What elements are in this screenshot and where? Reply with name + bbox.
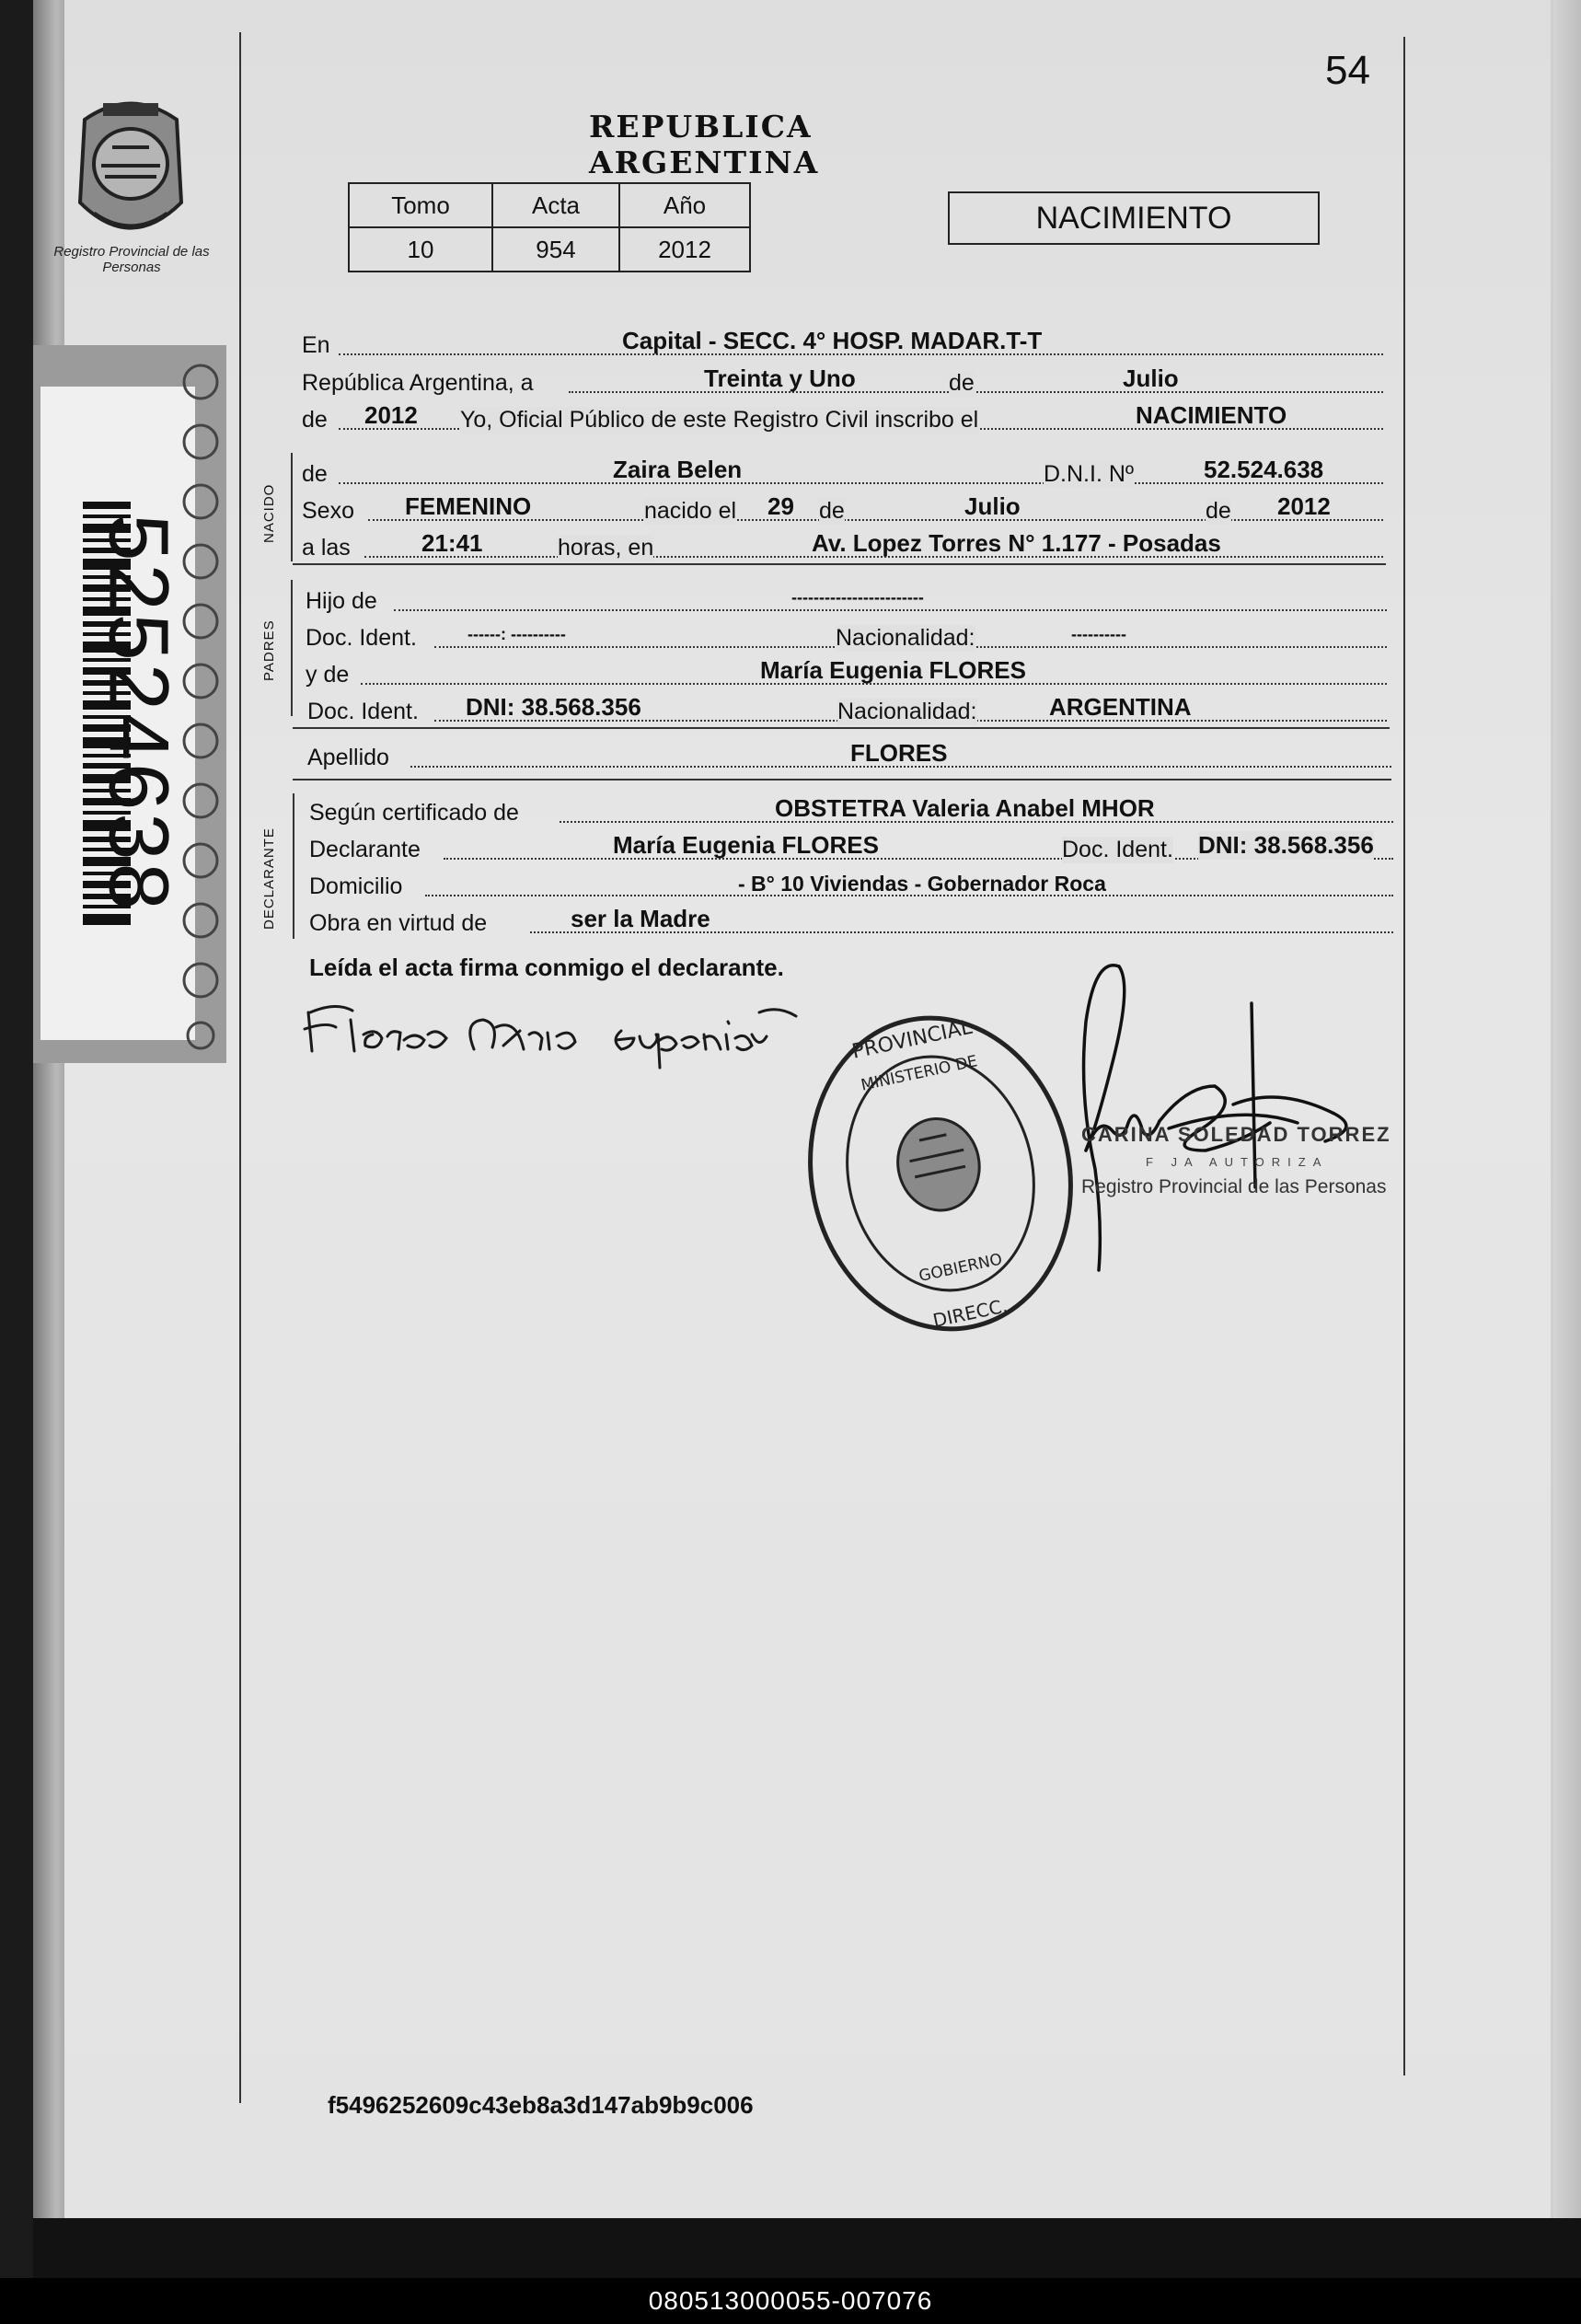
declarante-section-rule xyxy=(293,793,294,939)
mother-name-value: María Eugenia FLORES xyxy=(760,656,1026,684)
tomo-header: Tomo xyxy=(349,183,492,227)
reference-table xyxy=(348,182,751,272)
domicile-row xyxy=(309,865,1393,902)
document-hash: f5496252609c43eb8a3d147ab9b9c006 xyxy=(328,2091,754,2119)
photo-background-left xyxy=(0,0,33,2278)
nacido-time-row xyxy=(302,526,1383,563)
birth-day-value: 29 xyxy=(767,492,794,520)
page-number: 54 xyxy=(1325,48,1370,93)
birth-de2-label: de xyxy=(1206,498,1231,524)
svg-text:PROVINCIAL: PROVINCIAL xyxy=(849,1015,975,1064)
registry-caption: Registro Provincial de las Personas xyxy=(53,244,210,275)
declarant-handwritten-signature-icon xyxy=(299,994,814,1077)
mother-doc-label: Doc. Ident. xyxy=(307,699,419,724)
en-label: En xyxy=(302,332,330,358)
left-margin-line xyxy=(239,32,241,2103)
official-subtitle: F JA AUTORIZA xyxy=(1146,1155,1329,1169)
document-title: REPUBLICA ARGENTINA xyxy=(589,109,820,180)
nacido-section-label: NACIDO xyxy=(261,483,277,543)
mother-nac-value: ARGENTINA xyxy=(1049,693,1192,721)
obra-label: Obra en virtud de xyxy=(309,910,488,936)
official-seal-icon xyxy=(793,999,1088,1348)
y-de-label: y de xyxy=(306,662,350,688)
surname-row xyxy=(307,736,1391,773)
father-nac-value: ---------- xyxy=(1071,625,1126,643)
de-label: de xyxy=(949,370,975,396)
year-value: 2012 xyxy=(364,401,418,429)
place-row xyxy=(302,324,1383,361)
republica-label: República Argentina, a xyxy=(302,370,534,396)
declarant-doc-value: DNI: 38.568.356 xyxy=(1198,831,1374,859)
province-emblem-icon xyxy=(66,92,195,249)
mother-name-row xyxy=(306,653,1387,690)
footer-document-id: 080513000055-007076 xyxy=(0,2278,1581,2324)
father-nac-label: Nacionalidad: xyxy=(836,625,975,651)
surname-value: FLORES xyxy=(850,739,948,767)
de2-label: de xyxy=(302,407,328,433)
reference-header-row xyxy=(349,183,750,227)
acta-header: Acta xyxy=(492,183,619,227)
official-name: CARINA SOLEDAD TORREZ xyxy=(1081,1123,1391,1146)
nacido-section-rule xyxy=(291,453,293,561)
barcode-number-text: 52524638 xyxy=(91,514,186,913)
obra-value: ser la Madre xyxy=(571,905,710,932)
birth-address-value: Av. Lopez Torres N° 1.177 - Posadas xyxy=(812,529,1221,557)
apellido-label: Apellido xyxy=(307,745,389,770)
inscription-row xyxy=(302,399,1383,435)
record-type-box: NACIMIENTO xyxy=(948,191,1320,245)
father-doc-row xyxy=(306,617,1387,653)
closing-statement: Leída el acta firma conmigo el declarante. xyxy=(309,954,784,981)
birth-year-value: 2012 xyxy=(1277,492,1331,520)
padres-bottom-rule xyxy=(293,727,1390,729)
oficial-text: Yo, Oficial Público de este Registro Civil inscribo el xyxy=(460,407,979,433)
segun-label: Según certificado de xyxy=(309,800,519,826)
father-doc-label: Doc. Ident. xyxy=(306,625,417,651)
date-row xyxy=(302,362,1383,399)
acta-value: 954 xyxy=(492,227,619,272)
domicilio-label: Domicilio xyxy=(309,873,403,899)
declarant-name-value: María Eugenia FLORES xyxy=(613,831,879,859)
month-value: Julio xyxy=(1123,364,1179,392)
nacido-name-row xyxy=(302,453,1383,490)
child-dni-value: 52.524.638 xyxy=(1204,456,1324,483)
svg-text:DIRECC.: DIRECC. xyxy=(930,1294,1010,1332)
declarante-section-label: DECLARANTE xyxy=(261,827,277,930)
birth-de-label: de xyxy=(819,498,845,524)
declarant-doc-label: Doc. Ident. xyxy=(1062,837,1173,862)
nacido-bottom-rule xyxy=(293,563,1386,565)
padres-section-rule xyxy=(291,580,293,716)
certificate-row xyxy=(309,792,1393,828)
birth-time-value: 21:41 xyxy=(421,529,483,557)
security-pattern-icon xyxy=(175,354,226,1054)
padres-section-label: PADRES xyxy=(261,619,277,681)
nacido-birth-row xyxy=(302,490,1383,526)
birth-month-value: Julio xyxy=(964,492,1021,520)
father-name-value: ------------------------ xyxy=(791,588,924,607)
photo-background-bottom xyxy=(33,2218,1581,2278)
place-value: Capital - SECC. 4° HOSP. MADAR.T-T xyxy=(622,327,1043,354)
domicile-value: - B° 10 Viviendas - Gobernador Roca xyxy=(738,872,1106,896)
svg-text:MINISTERIO DE: MINISTERIO DE xyxy=(859,1052,979,1095)
svg-text:GOBIERNO: GOBIERNO xyxy=(917,1250,1004,1287)
obra-row xyxy=(309,902,1393,939)
reference-value-row xyxy=(349,227,750,272)
day-text-value: Treinta y Uno xyxy=(704,364,856,392)
horas-label: horas, en xyxy=(558,535,654,561)
declarante-label: Declarante xyxy=(309,837,421,862)
page-stack-edge xyxy=(1553,0,1581,2278)
ano-value: 2012 xyxy=(619,227,750,272)
child-name-value: Zaira Belen xyxy=(613,456,743,483)
event-value: NACIMIENTO xyxy=(1136,401,1287,429)
alas-label: a las xyxy=(302,535,351,561)
sexo-value: FEMENINO xyxy=(405,492,532,520)
official-organization: Registro Provincial de las Personas xyxy=(1081,1176,1387,1197)
mother-doc-row xyxy=(306,690,1387,727)
mother-nac-label: Nacionalidad: xyxy=(837,699,977,724)
nacido-el-label: nacido el xyxy=(644,498,737,524)
sexo-label: Sexo xyxy=(302,498,354,524)
apellido-bottom-rule xyxy=(293,779,1391,780)
father-name-row xyxy=(306,580,1387,617)
tomo-value: 10 xyxy=(349,227,492,272)
certificate-value: OBSTETRA Valeria Anabel MHOR xyxy=(775,794,1155,822)
declarant-name-row xyxy=(309,828,1393,865)
nacido-de-label: de xyxy=(302,461,328,487)
hijo-de-label: Hijo de xyxy=(306,588,377,614)
dni-label: D.N.I. Nº xyxy=(1044,461,1135,487)
ano-header: Año xyxy=(619,183,750,227)
mother-doc-value: DNI: 38.568.356 xyxy=(466,693,641,721)
father-doc-value: ------: ---------- xyxy=(467,625,566,643)
